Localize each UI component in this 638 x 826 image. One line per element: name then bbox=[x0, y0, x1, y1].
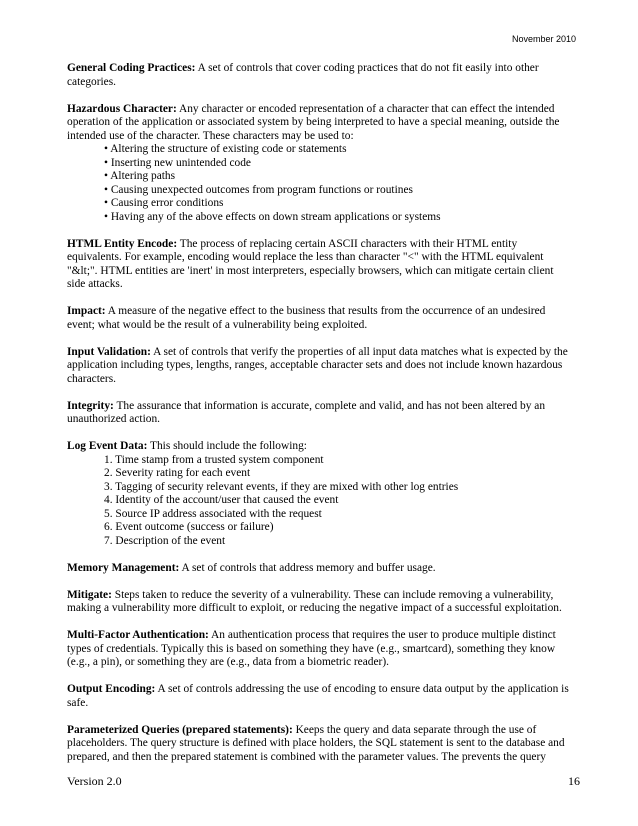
entry-term: Mitigate: bbox=[67, 588, 112, 601]
entry-definition: Steps taken to reduce the severity of a vulnerability. These can include removing a vulnerability, making a vulnerability more difficult to exploit, or reducing the negative impact of a successful exploitation. bbox=[67, 588, 562, 614]
entry-term: Memory Management: bbox=[67, 561, 180, 574]
list-item: 7. Description of the event bbox=[104, 534, 226, 547]
list-item: • Causing unexpected outcomes from program functions or routines bbox=[104, 183, 413, 196]
list-item: • Altering the structure of existing code or statements bbox=[104, 143, 347, 155]
glossary-entry-impact bbox=[67, 305, 572, 332]
entry-term: Output Encoding: bbox=[67, 683, 156, 695]
glossary-entry-memory-management bbox=[67, 562, 572, 576]
entry-definition: A set of controls addressing the use of encoding to ensure data output by the application is safe. bbox=[67, 683, 569, 709]
entry-definition: The process of replacing certain ASCII characters with their HTML entity equivalents. For example, encoding would replace the less than character "<" with the HTML equivalent "&lt;". HTML entities are 'inert' in most interpreters, especially browsers, which can mitigate certain client side attacks. bbox=[67, 237, 554, 290]
list-item: 4. Identity of the account/user that caused the event bbox=[104, 494, 339, 506]
entry-definition: A set of controls that address memory and buffer usage. bbox=[179, 561, 436, 574]
footer-version: Version 2.0 bbox=[67, 774, 122, 788]
glossary-entry-output-encoding bbox=[67, 683, 572, 710]
glossary-entry-hazardous-character bbox=[67, 103, 572, 225]
entry-term: HTML Entity Encode: bbox=[67, 237, 178, 250]
entry-definition: Keeps the query and data separate through the use of placeholders. The query structure is defined with place holders, the SQL statement is sent to the database and prepared, and then the prepared statement is combined with the parameter values. The prevents the query bbox=[67, 723, 565, 763]
list-item: 1. Time stamp from a trusted system component bbox=[104, 453, 324, 466]
page-number: 16 bbox=[568, 774, 580, 788]
entry-definition: The assurance that information is accurate, complete and valid, and has not been altered by an unauthorized action. bbox=[67, 399, 546, 425]
entry-term: Parameterized Queries (prepared statements): bbox=[67, 723, 293, 736]
entry-definition: A set of controls that verify the properties of all input data matches what is expected by the application including types, lengths, ranges, acceptable character sets and does not include known hazardous characters. bbox=[67, 345, 568, 385]
entry-definition: Any character or encoded representation of a character that can effect the intended operation of the application or associated system by being interpreted to have a special meaning, outside the intended use of the character. These characters may be used to: bbox=[67, 102, 560, 142]
glossary-entry-input-validation bbox=[67, 346, 572, 387]
list-item: 5. Source IP address associated with the request bbox=[104, 507, 322, 520]
list-item: 6. Event outcome (success or failure) bbox=[104, 521, 274, 533]
glossary-entry-integrity bbox=[67, 400, 572, 427]
entry-term: Integrity: bbox=[67, 399, 114, 412]
entry-definition: This should include the following: bbox=[147, 440, 307, 452]
entry-term: Hazardous Character: bbox=[67, 102, 177, 115]
list-item: • Inserting new unintended code bbox=[104, 156, 251, 169]
glossary-entry-html-entity-encode bbox=[67, 238, 572, 292]
entry-definition: An authentication process that requires the user to produce multiple distinct types of credentials. Typically this is based on something they have (e.g., smartcard), something they know (e.g., a pin), or something they are (e.g., data from a biometric reader). bbox=[67, 629, 556, 668]
header-date: November 2010 bbox=[511, 34, 576, 44]
entry-term: General Coding Practices: bbox=[67, 62, 196, 74]
entry-paragraph bbox=[67, 103, 572, 144]
glossary-entry-multi-factor-authentication bbox=[67, 629, 572, 670]
list-item: 3. Tagging of security relevant events, if they are mixed with other log entries bbox=[104, 480, 459, 493]
list-item: • Having any of the above effects on down stream applications or systems bbox=[104, 210, 441, 223]
glossary-entry-log-event-data bbox=[67, 440, 572, 548]
list-item: • Causing error conditions bbox=[104, 197, 224, 209]
entry-term: Impact: bbox=[67, 305, 106, 317]
glossary-entry-mitigate bbox=[67, 589, 572, 616]
entry-paragraph bbox=[67, 440, 572, 454]
list-item: 2. Severity rating for each event bbox=[104, 467, 251, 479]
numbered-list bbox=[67, 454, 572, 549]
entry-term: Multi-Factor Authentication: bbox=[67, 629, 209, 641]
entry-definition: A measure of the negative effect to the business that results from the occurrence of an undesired event; what would be the result of a vulnerability being exploited. bbox=[67, 305, 546, 331]
glossary-entry-parameterized-queries bbox=[67, 724, 572, 765]
entry-term: Log Event Data: bbox=[67, 440, 148, 452]
entry-definition: A set of controls that cover coding practices that do not fit easily into other categories. bbox=[67, 62, 539, 88]
glossary-content bbox=[67, 62, 572, 778]
bullet-list bbox=[67, 143, 572, 224]
entry-term: Input Validation: bbox=[67, 345, 151, 358]
list-item: • Altering paths bbox=[104, 170, 176, 182]
glossary-entry-general-coding-practices bbox=[67, 62, 572, 89]
